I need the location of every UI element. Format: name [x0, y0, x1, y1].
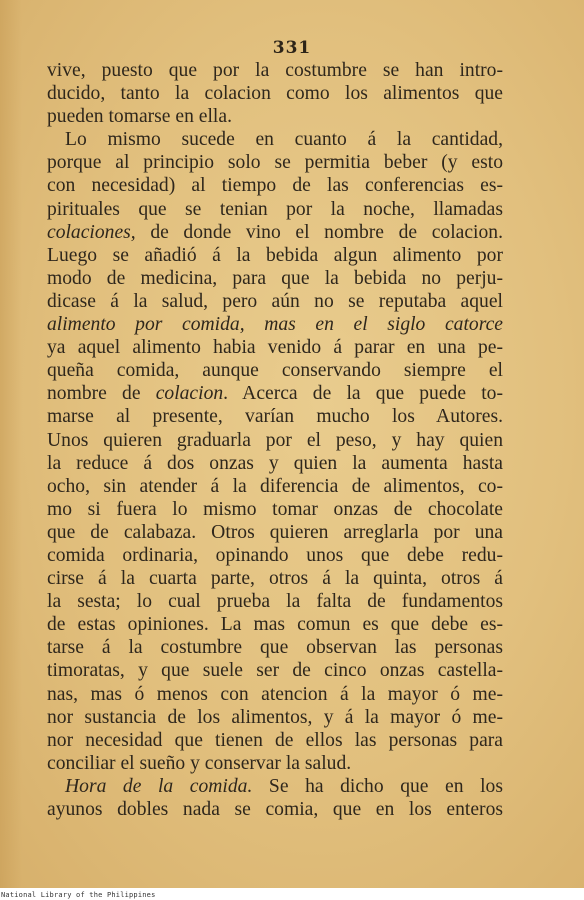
text-line: [47, 452, 503, 475]
text-span: pirituales que se tenian por la noche, llamadas: [47, 198, 503, 220]
text-span: mo si fuera lo mismo tomar onzas de chocolate: [47, 498, 503, 520]
text-span: nor sustancia de los alimentos, y á la mayor ó me-: [47, 706, 503, 728]
text-span: Luego se añadió á la bebida algun alimento por: [47, 244, 503, 266]
italic-text: Hora de la comida.: [65, 775, 253, 797]
text-line: [47, 613, 503, 636]
text-span: . Acerca de la que puede to-: [223, 383, 503, 405]
page-body-text: [47, 59, 503, 821]
text-span: marse al presente, varían mucho los Autores.: [47, 406, 503, 428]
text-line: [47, 405, 503, 428]
text-line: [47, 775, 503, 798]
text-line: [47, 82, 503, 105]
text-span: porque al principio solo se permitia beber (y esto: [47, 152, 503, 174]
text-line: [47, 798, 503, 821]
text-line: [47, 151, 503, 174]
text-span: ocho, sin atender á la diferencia de alimentos, co-: [47, 475, 503, 497]
text-span: conciliar el sueño y conservar la salud.: [47, 752, 352, 774]
text-span: nas, mas ó menos con atencion á la mayor ó me-: [47, 683, 503, 705]
text-line: [47, 729, 503, 752]
text-span: ayunos dobles nada se comia, que en los enteros: [47, 799, 503, 820]
text-line: [47, 590, 503, 613]
text-span: ya aquel alimento habia venido á parar en una pe-: [47, 337, 503, 359]
text-line: [47, 221, 503, 244]
text-line: [47, 475, 503, 498]
text-span: de donde vino el nombre de colacion.: [135, 221, 503, 243]
text-line: [47, 429, 503, 452]
text-line: [47, 174, 503, 197]
text-line: [47, 636, 503, 659]
text-line: [47, 498, 503, 521]
text-line: [47, 521, 503, 544]
text-line: [47, 290, 503, 313]
text-span: modo de medicina, para que la bebida no perju-: [47, 267, 503, 289]
text-span: dicase á la salud, pero aún no se reputaba aquel: [47, 290, 503, 312]
text-span: nor necesidad que tienen de ellos las personas para: [47, 729, 503, 751]
text-line: [47, 683, 503, 706]
text-span: nombre de: [47, 383, 156, 405]
text-span: que de calabaza. Otros quieren arreglarla por una: [47, 521, 503, 543]
text-span: cirse á la cuarta parte, otros á la quinta, otros á: [47, 568, 503, 590]
text-line: [47, 59, 503, 82]
text-span: la reduce á dos onzas y quien la aumenta hasta: [47, 452, 503, 474]
text-span: de estas opiniones. La mas comun es que debe es-: [47, 614, 503, 636]
text-line: [47, 313, 503, 336]
text-span: con necesidad) al tiempo de las conferencias es-: [47, 175, 503, 197]
page-number: 331: [272, 38, 312, 58]
text-line: [47, 244, 503, 267]
text-span: ducido, tanto la colacion como los alimentos que: [47, 83, 503, 105]
page-shadow: [0, 0, 22, 888]
text-span: tarse á la costumbre que observan las personas: [47, 637, 503, 659]
text-line: [47, 706, 503, 729]
text-line: [47, 105, 503, 128]
text-line: [47, 659, 503, 682]
text-span: timoratas, y que suele ser de cinco onzas castella-: [47, 660, 503, 682]
text-line: [47, 336, 503, 359]
text-line: [47, 267, 503, 290]
text-span: comida ordinaria, opinando unos que debe redu-: [47, 544, 503, 566]
library-footer: National Library of the Philippines: [1, 891, 156, 899]
text-span: Lo mismo sucede en cuanto á la cantidad,: [65, 129, 503, 151]
text-span: pueden tomarse en ella.: [47, 106, 232, 128]
italic-text: alimento por comida, mas en el siglo catorce: [47, 314, 503, 336]
text-line: [47, 382, 503, 405]
text-line: [47, 567, 503, 590]
text-line: [47, 752, 503, 775]
text-line: [47, 359, 503, 382]
text-span: Se ha dicho que en los: [252, 775, 503, 797]
text-line: [47, 544, 503, 567]
text-line: [47, 128, 503, 151]
text-span: queña comida, aunque conservando siempre el: [47, 360, 503, 382]
italic-text: colacion: [155, 383, 224, 405]
text-span: Unos quieren graduarla por el peso, y hay quien: [47, 429, 503, 451]
italic-text: colaciones,: [47, 221, 136, 243]
text-span: la sesta; lo cual prueba la falta de fundamentos: [47, 591, 503, 613]
text-span: vive, puesto que por la costumbre se han intro-: [47, 60, 503, 81]
text-line: [47, 198, 503, 221]
